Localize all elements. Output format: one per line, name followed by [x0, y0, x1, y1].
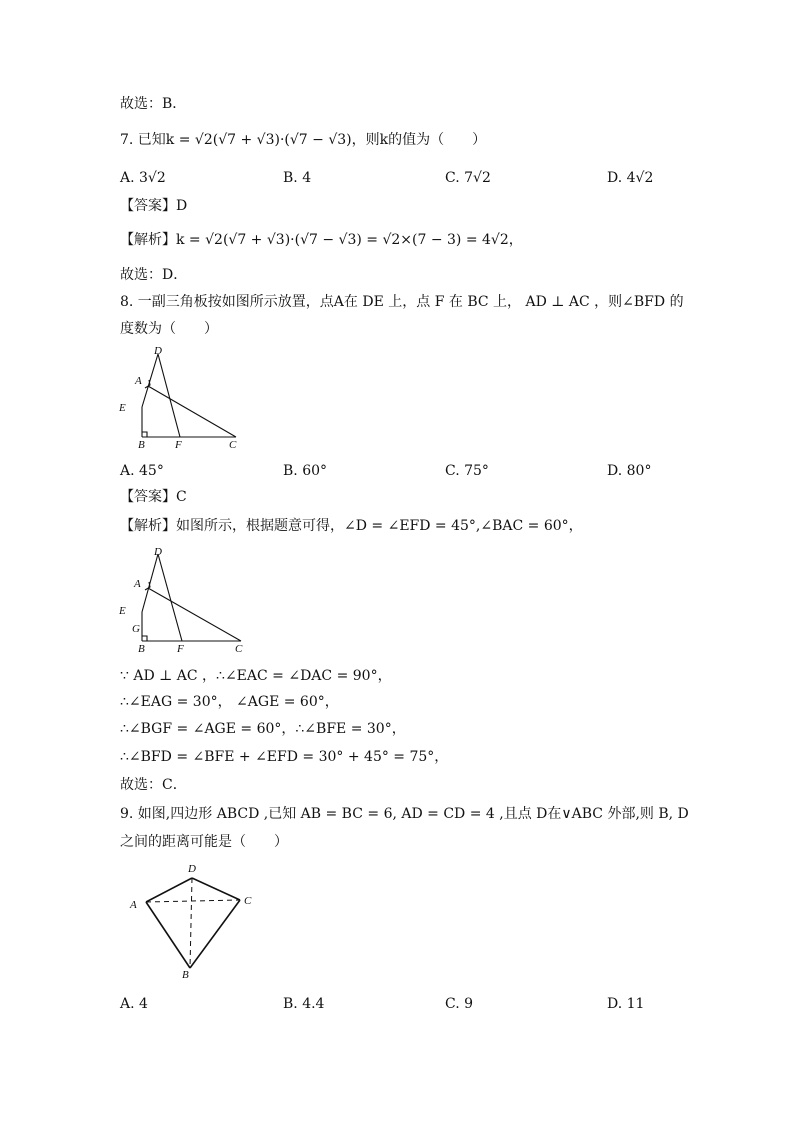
q8-step-1: ∵ AD ⊥ AC ，∴∠EAC = ∠DAC = 90°，	[120, 668, 392, 684]
line-AC	[148, 588, 241, 641]
q8-explanation: 【解析】如图所示，根据题意可得，∠D = ∠EFD = 45°,∠BAC = 60°，	[120, 518, 583, 534]
q7-option-a: A. 3√2	[120, 170, 166, 186]
q9-option-d: D. 11	[607, 996, 645, 1012]
q8-stem-1: 8. 一副三角板按如图所示放置，点A在 DE 上，点 F 在 BC 上， AD ⊥ AC ，则∠BFD 的	[120, 294, 684, 310]
q8-answer: 【答案】C	[120, 489, 187, 505]
line-DE	[142, 354, 158, 407]
line-AC	[148, 386, 236, 437]
q7-explanation: 【解析】k = √2(√7 + √3)·(√7 − √3) = √2×(7 − 3) = 4√2，	[120, 232, 523, 248]
right-angle-B	[142, 636, 147, 641]
q9-stem-1: 9. 如图,四边形 ABCD ,已知 AB = BC = 6, AD = CD = 4 ,且点 D在∨ABC 外部,则 B, D	[120, 806, 689, 822]
label-E: E	[119, 605, 126, 617]
label-F: F	[177, 643, 184, 655]
label-C: C	[235, 643, 243, 655]
q9-option-c: C. 9	[445, 996, 474, 1012]
line-CB	[190, 900, 240, 968]
line-DC	[192, 878, 240, 900]
label-B: B	[138, 439, 145, 451]
q8-stem-2: 度数为（ ）	[120, 321, 218, 337]
label-G: G	[132, 623, 140, 635]
label-B: B	[138, 643, 145, 655]
q7-option-b: B. 4	[283, 170, 312, 186]
q9-stem-2: 之间的距离可能是（ ）	[120, 834, 288, 850]
line-BD-dashed	[190, 878, 192, 968]
label-D: D	[188, 863, 196, 875]
q8-option-b: B. 60°	[283, 463, 328, 479]
q7-stem: 7. 已知k = √2(√7 + √3)·(√7 − √3)，则k的值为（ ）	[120, 132, 487, 148]
label-A: A	[130, 899, 137, 911]
label-B: B	[182, 969, 189, 981]
q9-figure	[122, 858, 262, 986]
q8-conclusion: 故选：C．	[120, 777, 187, 793]
label-F: F	[175, 439, 182, 451]
q8-option-d: D. 80°	[607, 463, 652, 479]
q9-option-b: B. 4.4	[283, 996, 325, 1012]
label-C: C	[229, 439, 237, 451]
q8-figure	[114, 344, 254, 454]
line-DF	[158, 354, 180, 437]
q7-option-d: D. 4√2	[607, 170, 654, 186]
label-C: C	[244, 895, 252, 907]
label-A: A	[135, 375, 142, 387]
line-DF	[158, 554, 182, 641]
label-D: D	[154, 546, 162, 558]
q8-explanation-figure	[114, 544, 264, 656]
q8-step-2: ∴∠EAG = 30°， ∠AGE = 60°，	[120, 694, 339, 710]
line-DE	[142, 554, 158, 612]
line-AD	[146, 878, 192, 902]
q7-conclusion: 故选：D．	[120, 267, 188, 283]
q8-option-a: A. 45°	[120, 463, 164, 479]
q9-option-a: A. 4	[120, 996, 148, 1012]
line-AB	[146, 902, 190, 968]
conclusion-prev: 故选：B．	[120, 96, 187, 112]
q7-answer: 【答案】D	[120, 198, 188, 214]
q8-step-4: ∴∠BFD = ∠BFE + ∠EFD = 30° + 45° = 75°，	[120, 749, 449, 765]
label-D: D	[154, 345, 162, 357]
q8-step-3: ∴∠BGF = ∠AGE = 60°，∴∠BFE = 30°，	[120, 721, 406, 737]
q7-option-c: C. 7√2	[445, 170, 491, 186]
label-E: E	[119, 402, 126, 414]
right-angle-B	[142, 432, 147, 437]
q8-option-c: C. 75°	[445, 463, 489, 479]
line-AC-dashed	[146, 900, 240, 902]
label-A: A	[134, 578, 141, 590]
